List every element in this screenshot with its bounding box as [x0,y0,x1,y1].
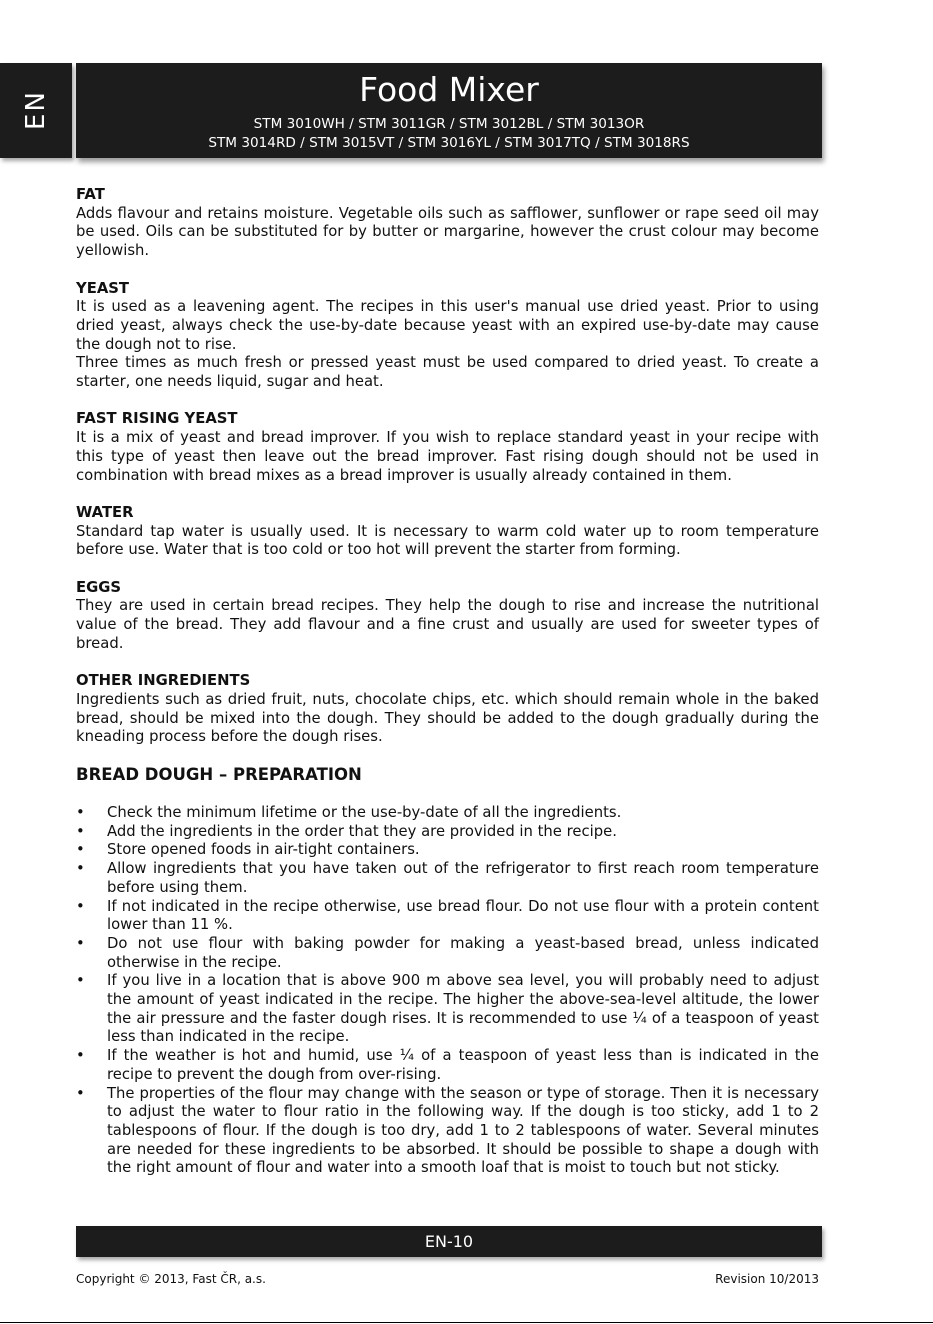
section-paragraph: Three times as much fresh or pressed yeast must be used compared to dried yeast. To create a starter, one needs liquid, sugar and heat. [76,354,819,391]
model-list-line: STM 3014RD / STM 3015VT / STM 3016YL / STM 3017TQ / STM 3018RS [208,135,690,151]
preparation-title: BREAD DOUGH – PREPARATION [76,765,362,784]
ingredients-content [76,186,819,766]
section-eggs [76,579,819,654]
section-water [76,504,819,560]
page-header [76,63,822,158]
section-other-ingredients [76,672,819,747]
list-item: • If you live in a location that is above 900 m above sea level, you will probably need to adjust the amount of yeast indicated in the recipe. The higher the above-sea-level altitude, the lower the air pressure and the faster dough rises. It is recommended to use ¼ of a teaspoon of yeast less than indicated in the recipe. [76,972,819,1047]
page-bottom-divider [0,1322,933,1323]
list-item: • If the weather is hot and humid, use ¼ of a teaspoon of yeast less than is indicated in the recipe to prevent the dough from over-rising. [76,1047,819,1084]
section-paragraph: Ingredients such as dried fruit, nuts, chocolate chips, etc. which should remain whole in the baked bread, should be mixed into the dough. They should be added to the dough gradually during the kneading process before the dough rises. [76,690,819,746]
model-list [76,115,822,153]
copyright-text: Copyright © 2013, Fast ČR, a.s. [76,1272,266,1286]
list-item: • Do not use flour with baking powder for making a yeast-based bread, unless indicated otherwise in the recipe. [76,935,819,972]
list-item: • The properties of the flour may change with the season or type of storage. Then it is necessary to adjust the water to flour ratio in the following way. If the dough is too sticky, add 1 to 2 tablespoons of flour. If the dough is too dry, add 1 to 2 tablespoons of water. Several minutes are needed for these ingredients to be absorbed. It should be possible to shape a dough with the right amount of flour and water into a smooth loaf that is moist to touch but not sticky. [76,1085,819,1179]
section-heading: OTHER INGREDIENTS [76,672,251,690]
revision-text: Revision 10/2013 [715,1272,819,1286]
page-title: Food Mixer [359,70,539,109]
section-paragraph: Adds flavour and retains moisture. Vegetable oils such as safflower, sunflower or rape seed oil may be used. Oils can be substituted for by butter or margarine, however the crust colour may become yellowish. [76,204,819,260]
section-heading: FAST RISING YEAST [76,410,238,428]
model-list-line: STM 3010WH / STM 3011GR / STM 3012BL / STM 3013OR [253,116,645,132]
section-yeast [76,280,819,392]
language-tab-label: EN [21,90,51,130]
page-number-bar [76,1226,822,1257]
language-tab [0,63,72,158]
section-paragraph: They are used in certain bread recipes. They help the dough to rise and increase the nutritional value of the bread. They add flavour and a fine crust and usually are used for sweeter types of bread. [76,597,819,652]
section-paragraph: Standard tap water is usually used. It is necessary to warm cold water up to room temperature before use. Water that is too cold or too hot will prevent the starter from forming. [76,522,819,559]
list-item: • If not indicated in the recipe otherwise, use bread flour. Do not use flour with a protein content lower than 11 %. [76,898,819,935]
section-fast-rising-yeast [76,410,819,485]
list-item: • Allow ingredients that you have taken out of the refrigerator to first reach room temperature before using them. [76,860,819,897]
preparation-list [76,804,819,1178]
list-item: • Add the ingredients in the order that they are provided in the recipe. [76,823,819,842]
section-heading: EGGS [76,578,122,596]
section-heading: FAT [76,186,105,203]
page-number: EN-10 [424,1232,474,1251]
list-item: • Store opened foods in air-tight containers. [76,841,819,860]
list-item: • Check the minimum lifetime or the use-by-date of all the ingredients. [76,804,819,823]
section-heading: WATER [76,503,134,521]
section-paragraph: It is used as a leavening agent. The recipes in this user's manual use dried yeast. Prior to using dried yeast, always check the use-by-date because yeast with an expired use-by-date may cause the dough not to rise. [76,298,819,353]
section-paragraph: It is a mix of yeast and bread improver. If you wish to replace standard yeast in your recipe with this type of yeast then leave out the bread improver. Fast rising dough should not be used in combination with bread mixes as a bread improver is usually already contained in them. [76,429,819,484]
section-heading: YEAST [76,279,130,297]
section-fat [76,186,819,261]
